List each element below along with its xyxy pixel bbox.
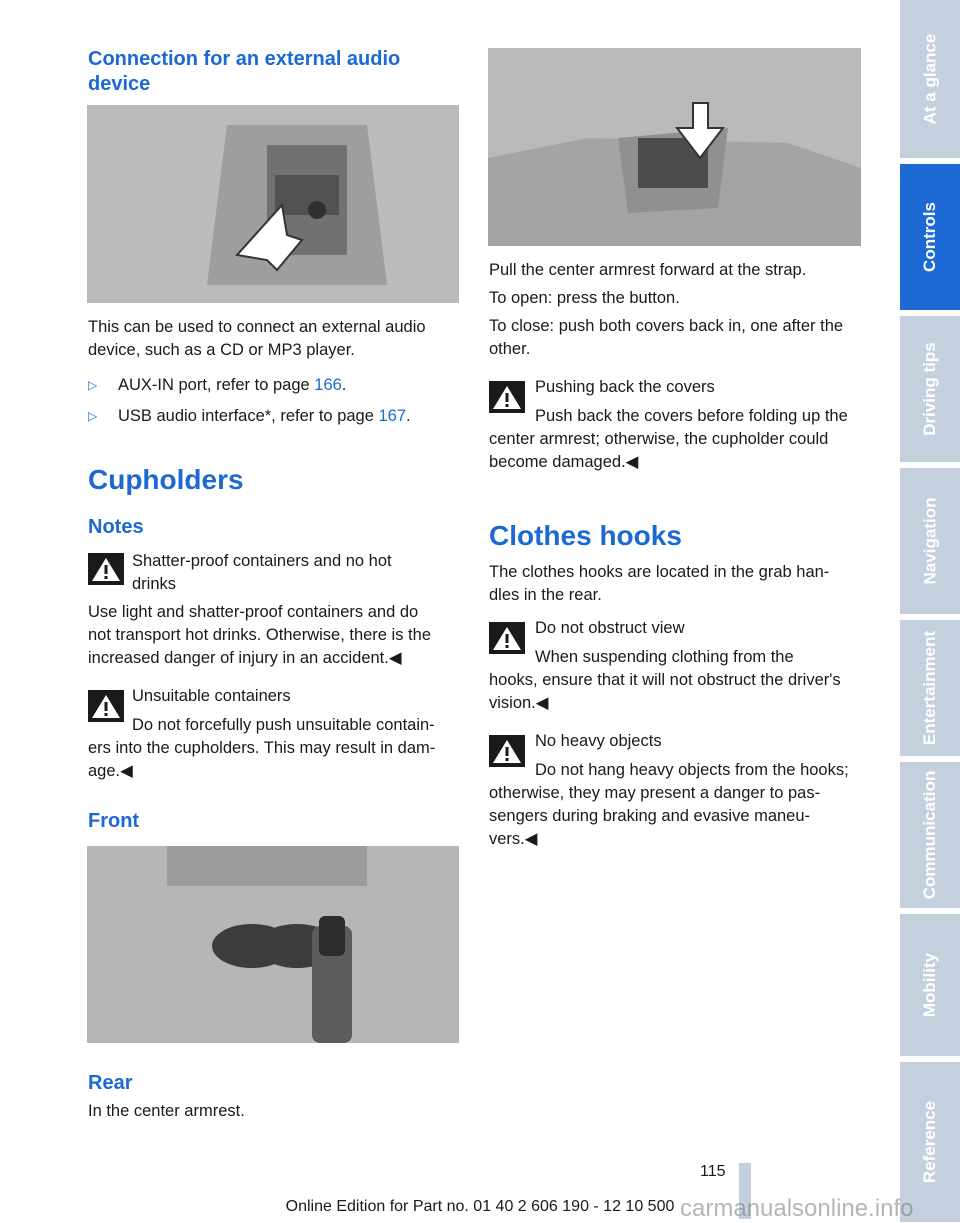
audio-connection-figure bbox=[87, 105, 459, 303]
rear-description: In the center armrest. bbox=[88, 1102, 245, 1120]
tab-reference[interactable]: Reference bbox=[900, 1062, 960, 1222]
triangle-bullet-icon: ▷ bbox=[88, 378, 98, 392]
armrest-close-text: To close: push both covers back in, one after the other. bbox=[489, 317, 844, 358]
page-link[interactable]: 167 bbox=[378, 407, 407, 425]
armrest-pull-text: Pull the center armrest forward at the strap. bbox=[489, 261, 807, 279]
warning-text: Push back the covers before folding up the bbox=[535, 407, 848, 425]
warning-text: otherwise, they may present a danger to pas- sengers during braking and evasive maneu- vers.◀ bbox=[489, 784, 821, 848]
notes-heading: Notes bbox=[88, 516, 144, 538]
rear-heading: Rear bbox=[88, 1072, 133, 1094]
warning-icon bbox=[88, 553, 124, 585]
warning-text: Do not forcefully push unsuitable contain- bbox=[132, 716, 435, 734]
warning-text: When suspending clothing from the bbox=[535, 648, 794, 666]
tab-controls[interactable]: Controls bbox=[900, 164, 960, 310]
front-heading: Front bbox=[88, 810, 140, 832]
tab-entertainment[interactable]: Entertainment bbox=[900, 620, 960, 756]
tab-at-a-glance[interactable]: At a glance bbox=[900, 0, 960, 158]
warning-text: center armrest; otherwise, the cupholder could become damaged.◀ bbox=[489, 430, 829, 471]
warning-title: Unsuitable containers bbox=[132, 687, 291, 705]
connection-heading: Connection for an external audio device bbox=[88, 48, 401, 95]
tab-communication[interactable]: Communication bbox=[900, 762, 960, 908]
warning-text: ers into the cupholders. This may result in dam- age.◀ bbox=[88, 739, 436, 780]
page-number: 115 bbox=[700, 1163, 726, 1180]
armrest-open-text: To open: press the button. bbox=[489, 289, 680, 307]
warning-icon bbox=[489, 622, 525, 654]
list-item: ▷ AUX-IN port, refer to page 166. bbox=[88, 374, 458, 397]
list-item: ▷ USB audio interface*, refer to page 167. bbox=[88, 405, 458, 428]
warning-title: Shatter-proof containers and no hot drinks bbox=[132, 552, 392, 593]
cupholders-heading: Cupholders bbox=[88, 464, 244, 495]
warning-icon bbox=[489, 735, 525, 767]
watermark: carmanualsonline.info bbox=[680, 1195, 914, 1222]
clothes-hooks-heading: Clothes hooks bbox=[489, 520, 682, 551]
warning-title: No heavy objects bbox=[535, 732, 662, 750]
page-link[interactable]: 166 bbox=[314, 376, 342, 394]
rear-armrest-figure bbox=[488, 48, 861, 246]
warning-title: Do not obstruct view bbox=[535, 619, 685, 637]
warning-text: hooks, ensure that it will not obstruct the driver's vision.◀ bbox=[489, 671, 841, 712]
warning-icon bbox=[489, 381, 525, 413]
tab-mobility[interactable]: Mobility bbox=[900, 914, 960, 1056]
tab-navigation[interactable]: Navigation bbox=[900, 468, 960, 614]
chapter-sidebar bbox=[900, 0, 960, 1222]
warning-text: Do not hang heavy objects from the hooks; bbox=[535, 761, 849, 779]
triangle-bullet-icon: ▷ bbox=[88, 409, 98, 423]
warning-text: Use light and shatter-proof containers and do not transport hot drinks. Otherwise, there is the increased danger of injury in an accident.◀ bbox=[88, 603, 431, 667]
front-cupholder-figure bbox=[87, 846, 459, 1043]
warning-icon bbox=[88, 690, 124, 722]
warning-title: Pushing back the covers bbox=[535, 378, 715, 396]
footer-text: Online Edition for Part no. 01 40 2 606 190 - 12 10 500 bbox=[285, 1198, 675, 1215]
tab-driving-tips[interactable]: Driving tips bbox=[900, 316, 960, 462]
connection-description: This can be used to connect an external audio device, such as a CD or MP3 player. bbox=[88, 318, 426, 359]
clothes-hooks-text: The clothes hooks are located in the grab han- dles in the rear. bbox=[489, 563, 830, 604]
